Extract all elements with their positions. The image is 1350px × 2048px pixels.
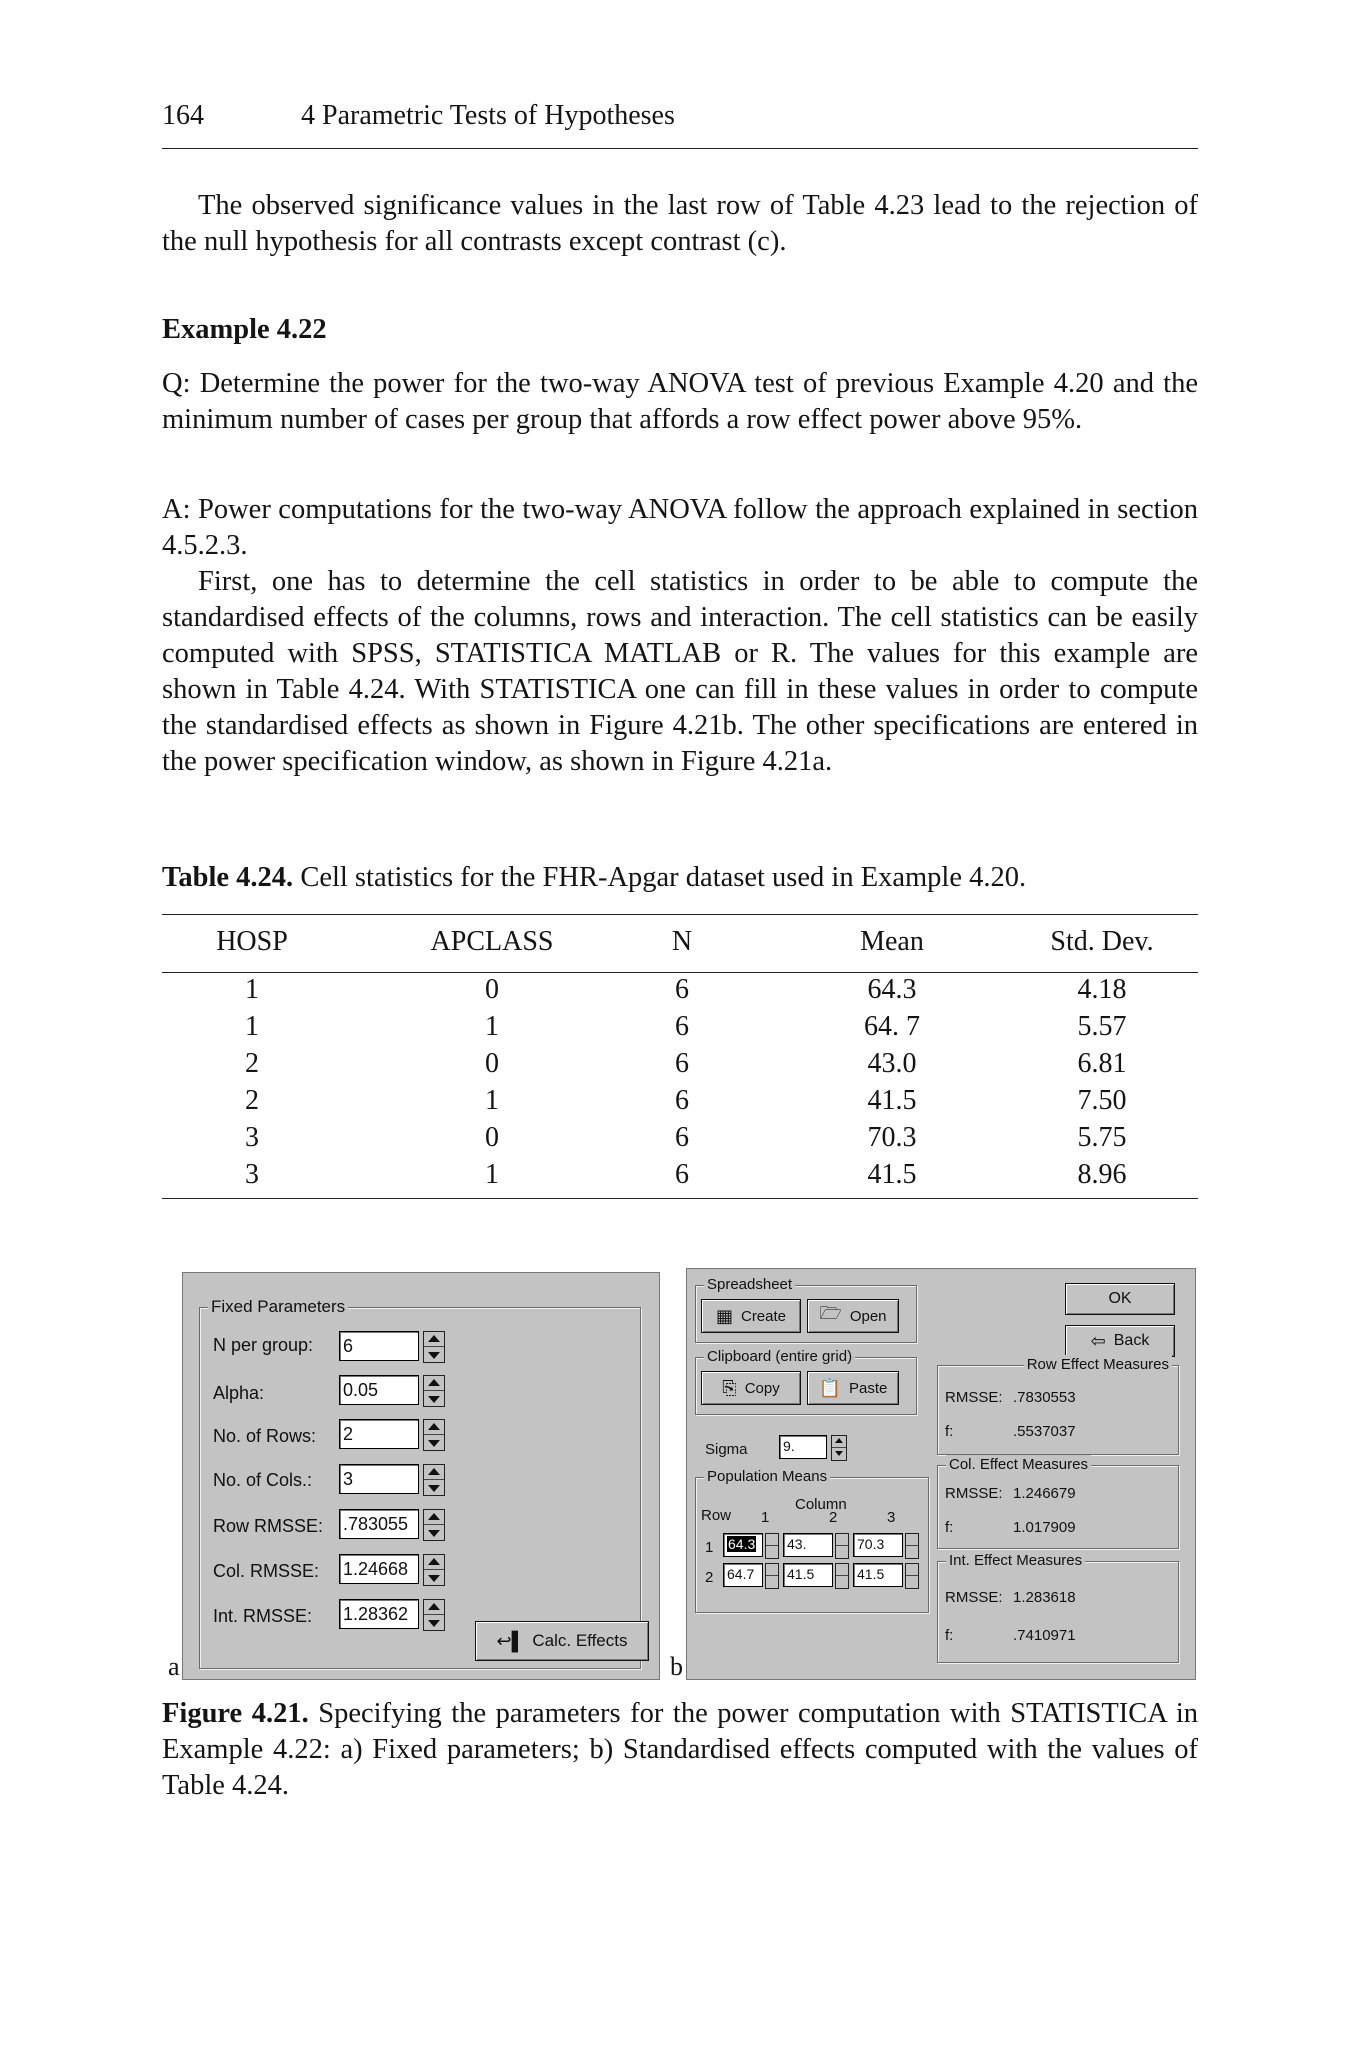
table-header-cell: HOSP <box>216 926 288 957</box>
n-per-group-input[interactable]: 6 <box>339 1331 419 1361</box>
no-of-rows-label: No. of Rows: <box>213 1426 317 1446</box>
create-label: Create <box>740 1307 787 1325</box>
no-of-rows-spinner[interactable] <box>423 1419 445 1451</box>
spin-up-icon[interactable] <box>428 1423 440 1430</box>
example-question: Q: Determine the power for the two-way ANOVA test of previous Example 4.20 and the minimum number of cases per group that affords a row effect power above 95%. <box>162 368 1198 435</box>
table-cell: 1 <box>245 974 259 1005</box>
table-row <box>162 974 1198 1010</box>
example-answer-continued: First, one has to determine the cell statistics in order to be able to compute the standardised effects of the columns, rows and interaction. The cell statistics can be easily computed with SPSS, STATISTICA MATLAB or R. The values for this example are shown in Table 4.24. With STATISTICA one can fill in these values in order to compute the standardised effects as shown in Figure 4.21b. The other specifications are entered in the power specification window, as shown in Figure 4.21a. <box>162 566 1198 777</box>
no-of-cols-label: No. of Cols.: <box>213 1470 313 1490</box>
column-number: 3 <box>887 1509 896 1526</box>
table-header-cell: N <box>671 926 693 957</box>
table-cell: 6.81 <box>1077 1048 1127 1079</box>
spin-up-icon[interactable] <box>428 1379 440 1386</box>
table-caption-text: Cell statistics for the FHR-Apgar dataset used in Example 4.20. <box>293 862 1027 893</box>
figure-caption-label: Figure 4.21. <box>162 1698 309 1729</box>
column-number: 1 <box>761 1509 770 1526</box>
alpha-input[interactable]: 0.05 <box>339 1375 419 1405</box>
table-cell: 6 <box>675 974 689 1005</box>
spin-down-icon[interactable] <box>428 1485 440 1492</box>
spin-up-icon[interactable] <box>428 1468 440 1475</box>
table-row <box>162 1011 1198 1047</box>
spin-up-icon[interactable] <box>428 1558 440 1565</box>
mean-cell-value: 64.3 <box>728 1536 756 1552</box>
table-row <box>162 1085 1198 1121</box>
table-header-rule <box>162 972 1198 973</box>
row-header: Row <box>701 1507 732 1524</box>
col-rmsse-label: Col. RMSSE: <box>213 1561 320 1581</box>
table-bottom-rule <box>162 1198 1198 1199</box>
table-cell: 70.3 <box>867 1122 917 1153</box>
row-rmsse-label: Row RMSSE: <box>213 1516 324 1536</box>
panel-a-letter: a <box>168 1652 180 1681</box>
mean-spinner[interactable] <box>905 1533 919 1559</box>
header-rule <box>162 148 1198 149</box>
open-label: Open <box>849 1307 887 1325</box>
alpha-spinner[interactable] <box>423 1375 445 1407</box>
spreadsheet-icon: ▦ <box>715 1305 733 1326</box>
mean-cell-r1c2[interactable]: 43. <box>783 1533 833 1557</box>
table-cell: 6 <box>675 1122 689 1153</box>
table-cell: 3 <box>245 1159 259 1190</box>
int-effect-group <box>937 1552 1179 1663</box>
folder-open-icon: 🗁 <box>819 1303 842 1323</box>
table-cell: 6 <box>675 1159 689 1190</box>
table-cell: 5.57 <box>1077 1011 1127 1042</box>
row-f-value: .5537037 <box>1013 1423 1076 1440</box>
table-cell: 4.18 <box>1077 974 1127 1005</box>
table-header-row <box>162 926 1198 962</box>
col-f-label: f: <box>945 1519 954 1536</box>
table-cell: 6 <box>675 1048 689 1079</box>
col-rmsse-label: RMSSE: <box>945 1485 1003 1502</box>
mean-spinner[interactable] <box>835 1533 849 1559</box>
col-effect-title: Col. Effect Measures <box>946 1455 1091 1475</box>
calc-effects-button[interactable] <box>475 1621 649 1661</box>
table-cell: 2 <box>245 1085 259 1116</box>
ok-button[interactable] <box>1065 1283 1175 1315</box>
int-f-value: .7410971 <box>1013 1627 1076 1644</box>
intro-paragraph: The observed significance values in the last row of Table 4.23 lead to the rejection of the null hypothesis for all contrasts except contrast (c). <box>162 190 1198 257</box>
spin-down-icon[interactable] <box>428 1440 440 1447</box>
int-rmsse-input[interactable]: 1.28362 <box>339 1599 419 1629</box>
paste-label: Paste <box>849 1379 888 1397</box>
table-cell: 1 <box>485 1011 499 1042</box>
sigma-spinner[interactable] <box>831 1435 847 1461</box>
row-effect-title: Row Effect Measures <box>1024 1355 1172 1375</box>
copy-icon: ⎘ <box>722 1377 737 1398</box>
mean-cell-r1c1[interactable] <box>723 1533 763 1557</box>
no-of-rows-input[interactable]: 2 <box>339 1419 419 1449</box>
panel-b-letter: b <box>670 1652 683 1681</box>
int-rmsse-value: 1.283618 <box>1013 1589 1076 1606</box>
figure-caption <box>162 1696 1198 1804</box>
table-cell: 2 <box>245 1048 259 1079</box>
standardised-effects-window <box>686 1268 1196 1680</box>
mean-spinner[interactable] <box>905 1563 919 1589</box>
mean-cell-r2c1[interactable]: 64.7 <box>723 1563 763 1587</box>
spin-down-icon[interactable] <box>428 1575 440 1582</box>
sigma-input[interactable]: 9. <box>779 1435 827 1459</box>
table-body <box>162 974 1198 1194</box>
table-header-cell: Std. Dev. <box>1050 926 1154 957</box>
n-per-group-label: N per group: <box>213 1335 314 1355</box>
table-cell: 0 <box>485 1048 499 1079</box>
example-answer: A: Power computations for the two-way ANOVA follow the approach explained in section 4.5.2.3. <box>162 494 1198 561</box>
mean-spinner[interactable] <box>765 1563 779 1589</box>
sigma-label: Sigma <box>705 1441 748 1458</box>
calc-effects-label: Calc. Effects <box>532 1631 628 1650</box>
row-rmsse-value: .7830553 <box>1013 1389 1076 1406</box>
col-rmsse-value: 1.246679 <box>1013 1485 1076 1502</box>
population-means-title: Population Means <box>704 1467 830 1487</box>
copy-button[interactable] <box>701 1371 801 1405</box>
table-cell: 64.3 <box>867 974 917 1005</box>
spin-up-icon[interactable] <box>428 1513 440 1520</box>
mean-cell-r1c3[interactable]: 70.3 <box>853 1533 903 1557</box>
spin-up-icon[interactable] <box>835 1438 843 1443</box>
table-cell: 6 <box>675 1011 689 1042</box>
spin-up-icon[interactable] <box>428 1335 440 1342</box>
page-number: 164 <box>162 100 204 131</box>
copy-label: Copy <box>744 1379 780 1397</box>
int-rmsse-label: Int. RMSSE: <box>213 1606 313 1626</box>
table-cell: 64. 7 <box>864 1011 920 1042</box>
table-cell: 43.0 <box>867 1048 917 1079</box>
spin-down-icon[interactable] <box>428 1530 440 1537</box>
no-of-cols-spinner[interactable] <box>423 1464 445 1496</box>
table-row <box>162 1048 1198 1084</box>
row-rmsse-spinner[interactable] <box>423 1509 445 1541</box>
alpha-label: Alpha: <box>213 1383 265 1403</box>
clipboard-title: Clipboard (entire grid) <box>704 1347 855 1367</box>
table-cell: 6 <box>675 1085 689 1116</box>
n-per-group-spinner[interactable] <box>423 1331 445 1363</box>
table-cell: 1 <box>485 1159 499 1190</box>
spin-down-icon[interactable] <box>428 1620 440 1627</box>
chapter-title: 4 Parametric Tests of Hypotheses <box>301 100 675 131</box>
int-effect-title: Int. Effect Measures <box>946 1551 1085 1571</box>
table-row <box>162 1122 1198 1158</box>
table-header-cell: Mean <box>860 926 924 957</box>
calculate-icon: ↩▌ <box>496 1630 525 1651</box>
table-cell: 3 <box>245 1122 259 1153</box>
no-of-cols-input[interactable]: 3 <box>339 1464 419 1494</box>
table-cell: 0 <box>485 1122 499 1153</box>
table-cell: 1 <box>245 1011 259 1042</box>
col-rmsse-spinner[interactable] <box>423 1554 445 1586</box>
paste-button[interactable] <box>807 1371 899 1405</box>
spreadsheet-title: Spreadsheet <box>704 1275 795 1295</box>
table-cell: 8.96 <box>1077 1159 1127 1190</box>
fixed-parameters-title: Fixed Parameters <box>208 1297 348 1317</box>
row-number: 1 <box>705 1539 714 1556</box>
table-cell: 1 <box>485 1085 499 1116</box>
back-label: Back <box>1113 1332 1150 1349</box>
table-top-rule <box>162 914 1198 915</box>
mean-spinner[interactable] <box>765 1533 779 1559</box>
col-f-value: 1.017909 <box>1013 1519 1076 1536</box>
column-header: Column <box>795 1496 847 1513</box>
fixed-parameters-window <box>182 1272 660 1680</box>
create-button[interactable] <box>701 1299 801 1333</box>
row-rmsse-input[interactable]: .783055 <box>339 1509 419 1539</box>
table-cell: 41.5 <box>867 1159 917 1190</box>
table-cell: 5.75 <box>1077 1122 1127 1153</box>
back-arrow-icon: ⇦ <box>1090 1330 1106 1351</box>
int-rmsse-spinner[interactable] <box>423 1599 445 1631</box>
mean-spinner[interactable] <box>835 1563 849 1589</box>
mean-cell-r2c2[interactable]: 41.5 <box>783 1563 833 1587</box>
table-cell: 0 <box>485 974 499 1005</box>
table-cell: 7.50 <box>1077 1085 1127 1116</box>
table-header-cell: APCLASS <box>430 926 554 957</box>
paste-icon: 📋 <box>818 1377 842 1398</box>
column-number: 2 <box>829 1509 838 1526</box>
spin-down-icon[interactable] <box>835 1451 843 1456</box>
int-rmsse-label: RMSSE: <box>945 1589 1003 1606</box>
row-rmsse-label: RMSSE: <box>945 1389 1003 1406</box>
row-f-label: f: <box>945 1423 954 1440</box>
table-row <box>162 1159 1198 1195</box>
spin-down-icon[interactable] <box>428 1352 440 1359</box>
back-button[interactable] <box>1065 1325 1175 1357</box>
ok-label: OK <box>1108 1290 1132 1307</box>
col-rmsse-input[interactable]: 1.24668 <box>339 1554 419 1584</box>
open-button[interactable] <box>807 1299 899 1333</box>
example-heading: Example 4.22 <box>162 314 327 345</box>
table-caption <box>162 860 1198 896</box>
figure-caption-text: Specifying the parameters for the power computation with STATISTICA in Example 4.22: a) Fixed parameters; b) Standardised effects computed with the values of Table 4.24. <box>162 1698 1198 1801</box>
spin-up-icon[interactable] <box>428 1603 440 1610</box>
row-number: 2 <box>705 1569 714 1586</box>
table-caption-label: Table 4.24. <box>162 862 294 893</box>
table-cell: 41.5 <box>867 1085 917 1116</box>
int-f-label: f: <box>945 1627 954 1644</box>
spin-down-icon[interactable] <box>428 1396 440 1403</box>
mean-cell-r2c3[interactable]: 41.5 <box>853 1563 903 1587</box>
